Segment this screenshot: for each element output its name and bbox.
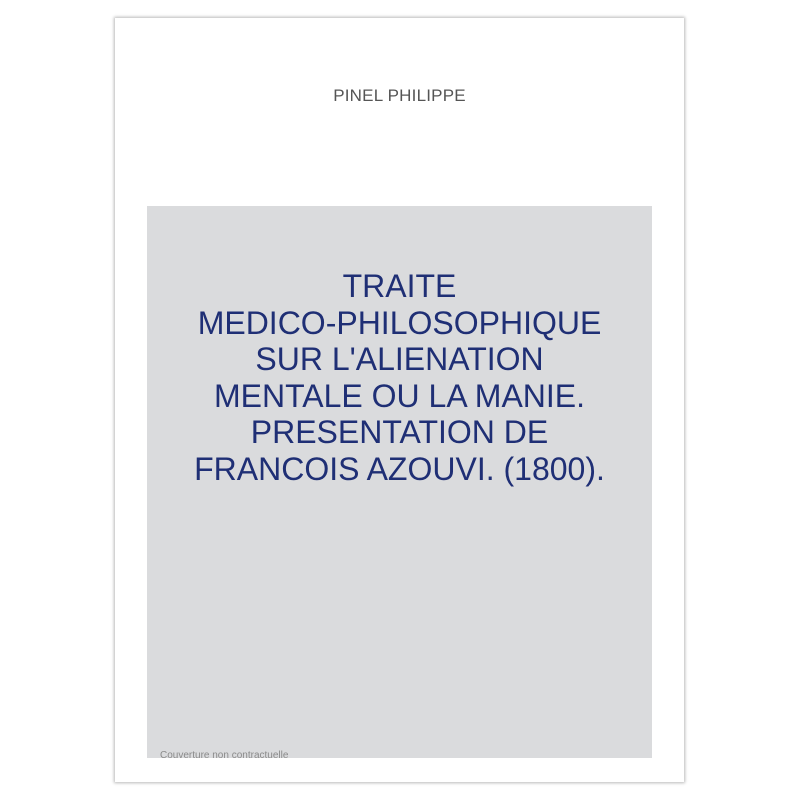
cover-disclaimer: Couverture non contractuelle <box>160 750 289 761</box>
title-line: PRESENTATION DE <box>250 414 549 450</box>
title-line: SUR L'ALIENATION <box>255 341 544 377</box>
author-name: PINEL PHILIPPE <box>333 86 466 105</box>
book-cover <box>115 18 684 782</box>
book-title <box>147 268 652 487</box>
title-line: FRANCOIS AZOUVI. (1800). <box>194 450 605 487</box>
title-line: MEDICO-PHILOSOPHIQUE <box>197 304 602 341</box>
title-line: MENTALE OU LA MANIE. <box>213 377 586 414</box>
title-panel <box>147 206 652 758</box>
title-line: TRAITE <box>342 268 457 304</box>
